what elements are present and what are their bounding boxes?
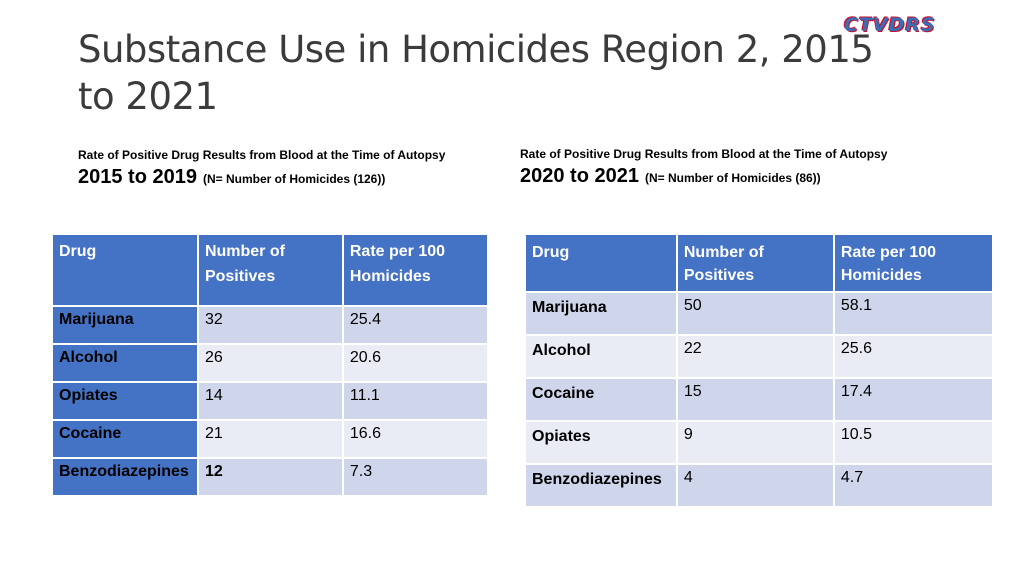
drug-cell: Benzodiazepines — [525, 464, 677, 507]
positives-cell: 12 — [198, 458, 343, 496]
right-caption-text: Rate of Positive Drug Results from Blood at the Time of Autopsy — [520, 147, 888, 161]
left-caption-text: Rate of Positive Drug Results from Blood at the Time of Autopsy — [78, 148, 446, 162]
right-table-caption — [520, 147, 887, 191]
rate-cell: 25.6 — [834, 335, 993, 378]
left-period — [78, 164, 445, 192]
table-row — [525, 421, 993, 464]
drug-cell: Alcohol — [52, 344, 198, 382]
drug-cell: Cocaine — [52, 420, 198, 458]
left-table-caption — [78, 148, 445, 192]
table-header-row — [525, 234, 993, 292]
rate-cell: 58.1 — [834, 292, 993, 335]
rate-cell: 7.3 — [343, 458, 488, 496]
table-row — [52, 458, 488, 496]
positives-cell: 21 — [198, 420, 343, 458]
table-row — [525, 378, 993, 421]
drug-cell: Opiates — [52, 382, 198, 420]
positives-cell: 26 — [198, 344, 343, 382]
table-row — [52, 382, 488, 420]
positives-cell: 50 — [677, 292, 834, 335]
header-drug: Drug — [52, 234, 198, 306]
right-n-note: (N= Number of Homicides (86)) — [644, 171, 821, 185]
drug-cell: Cocaine — [525, 378, 677, 421]
ctvdrs-logo: CTVDRS — [844, 14, 936, 36]
header-number-of-positives: Number of Positives — [677, 234, 834, 292]
drug-cell: Marijuana — [52, 306, 198, 344]
rate-cell: 25.4 — [343, 306, 488, 344]
table-row — [525, 464, 993, 507]
table-row — [525, 292, 993, 335]
left-period-label: 2015 to 2019 — [78, 166, 197, 188]
table-row — [52, 306, 488, 344]
positives-cell: 15 — [677, 378, 834, 421]
drug-cell: Benzodiazepines — [52, 458, 198, 496]
table-header-row — [52, 234, 488, 306]
drug-cell: Opiates — [525, 421, 677, 464]
table-row — [525, 335, 993, 378]
positives-cell: 4 — [677, 464, 834, 507]
rate-cell: 10.5 — [834, 421, 993, 464]
positives-cell: 9 — [677, 421, 834, 464]
table-2015-2019 — [51, 233, 489, 497]
positives-cell: 14 — [198, 382, 343, 420]
table-row — [52, 344, 488, 382]
drug-cell: Alcohol — [525, 335, 677, 378]
positives-cell: 32 — [198, 306, 343, 344]
right-period-label: 2020 to 2021 — [520, 165, 639, 187]
header-number-of-positives: Number of Positives — [198, 234, 343, 306]
header-rate-per-100: Rate per 100 Homicides — [834, 234, 993, 292]
rate-cell: 4.7 — [834, 464, 993, 507]
right-period — [520, 163, 887, 191]
drug-cell: Marijuana — [525, 292, 677, 335]
positives-cell: 22 — [677, 335, 834, 378]
table-2020-2021 — [524, 233, 994, 508]
header-rate-per-100: Rate per 100 Homicides — [343, 234, 488, 306]
table-row — [52, 420, 488, 458]
page-title: Substance Use in Homicides Region 2, 2015 to 2021 — [78, 28, 874, 118]
rate-cell: 11.1 — [343, 382, 488, 420]
header-drug: Drug — [525, 234, 677, 292]
rate-cell: 17.4 — [834, 378, 993, 421]
rate-cell: 20.6 — [343, 344, 488, 382]
rate-cell: 16.6 — [343, 420, 488, 458]
left-n-note: (N= Number of Homicides (126)) — [202, 172, 386, 186]
